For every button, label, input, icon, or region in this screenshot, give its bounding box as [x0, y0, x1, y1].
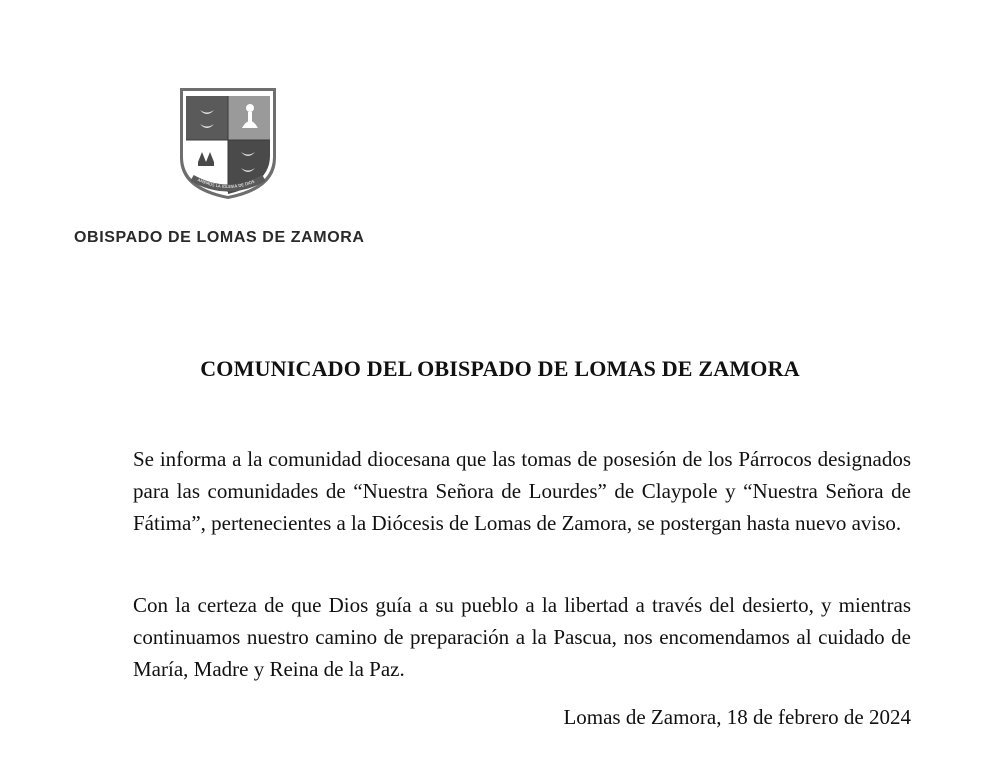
place-and-date: Lomas de Zamora, 18 de febrero de 2024: [563, 705, 911, 729]
paragraph-blessing: Con la certeza de que Dios guía a su pueblo a la libertad a través del desierto, y mientras continuamos nuestro camino de preparación a la Pascua, nos encomendamos al cuidado de María, Madre y Reina de la Paz.: [133, 593, 911, 681]
svg-text:AMEMOS LA IGLESIA DE DIOS: AMEMOS LA IGLESIA DE DIOS: [197, 177, 256, 190]
diocese-coat-of-arms-icon: [178, 86, 278, 200]
paragraph-announcement: Se informa a la comunidad diocesana que las tomas de posesión de los Párrocos designados para las comunidades de “Nuestra Señora de Lourdes” de Claypole y “Nuestra Señora de Fátima”, pertenecientes a la Diócesis de Lomas de Zamora, se postergan hasta nuevo aviso.: [133, 447, 911, 535]
organization-name: OBISPADO DE LOMAS DE ZAMORA: [74, 229, 365, 246]
document-title: COMUNICADO DEL OBISPADO DE LOMAS DE ZAMORA: [200, 356, 800, 381]
